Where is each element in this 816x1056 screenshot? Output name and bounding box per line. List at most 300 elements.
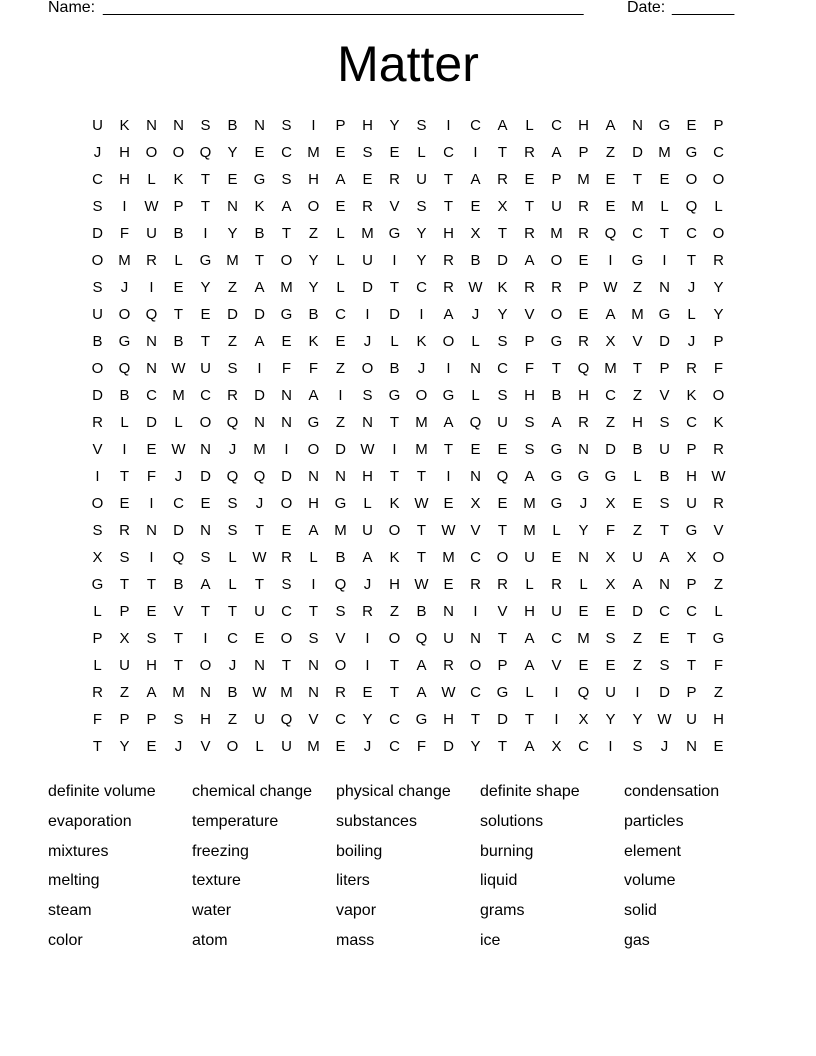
grid-letter[interactable]: L — [174, 252, 183, 269]
grid-letter[interactable]: A — [416, 657, 427, 674]
grid-letter[interactable]: D — [173, 522, 184, 539]
grid-letter[interactable]: G — [496, 684, 509, 701]
grid-letter[interactable]: D — [632, 144, 643, 161]
grid-letter[interactable]: M — [172, 684, 185, 701]
grid-letter[interactable]: A — [524, 657, 535, 674]
grid-letter[interactable]: H — [686, 468, 697, 485]
grid-letter[interactable]: U — [92, 306, 103, 323]
grid-letter[interactable]: N — [470, 360, 481, 377]
grid-letter[interactable]: N — [281, 414, 292, 431]
grid-letter[interactable]: Z — [335, 414, 346, 431]
grid-letter[interactable]: U — [281, 738, 292, 755]
grid-letter[interactable]: E — [281, 333, 292, 350]
grid-letter[interactable]: M — [631, 306, 644, 323]
grid-letter[interactable]: L — [714, 198, 723, 215]
grid-letter[interactable]: A — [254, 279, 265, 296]
grid-letter[interactable]: N — [146, 360, 157, 377]
grid-letter[interactable]: U — [119, 657, 130, 674]
grid-letter[interactable]: P — [146, 711, 157, 728]
grid-letter[interactable]: E — [227, 171, 238, 188]
grid-letter[interactable]: L — [174, 414, 183, 431]
grid-letter[interactable]: H — [146, 657, 157, 674]
grid-letter[interactable]: C — [389, 711, 400, 728]
grid-letter[interactable]: O — [712, 225, 725, 242]
grid-letter[interactable]: S — [416, 117, 427, 134]
grid-letter[interactable]: T — [524, 198, 535, 215]
grid-letter[interactable]: T — [173, 630, 184, 647]
grid-letter[interactable]: D — [362, 279, 373, 296]
grid-letter[interactable]: R — [281, 549, 292, 566]
grid-letter[interactable]: C — [713, 144, 724, 161]
grid-letter[interactable]: V — [308, 711, 319, 728]
grid-letter[interactable]: O — [712, 387, 725, 404]
grid-letter[interactable]: D — [389, 306, 400, 323]
grid-letter[interactable]: J — [660, 738, 669, 755]
grid-letter[interactable]: X — [686, 549, 697, 566]
grid-letter[interactable]: Z — [713, 576, 724, 593]
grid-letter[interactable]: L — [525, 576, 534, 593]
grid-letter[interactable]: A — [470, 171, 481, 188]
grid-letter[interactable]: Q — [172, 549, 185, 566]
grid-letter[interactable]: L — [147, 171, 156, 188]
grid-letter[interactable]: P — [119, 603, 130, 620]
grid-letter[interactable]: D — [92, 387, 103, 404]
grid-letter[interactable]: O — [334, 657, 347, 674]
grid-letter[interactable]: S — [632, 738, 643, 755]
grid-letter[interactable]: G — [550, 468, 563, 485]
grid-letter[interactable]: I — [392, 252, 397, 269]
grid-letter[interactable]: R — [389, 171, 400, 188]
grid-letter[interactable]: I — [284, 441, 289, 458]
grid-letter[interactable]: R — [713, 441, 724, 458]
grid-letter[interactable]: N — [659, 279, 670, 296]
grid-letter[interactable]: E — [146, 738, 157, 755]
grid-letter[interactable]: G — [199, 252, 212, 269]
grid-letter[interactable]: Y — [470, 738, 481, 755]
grid-letter[interactable]: T — [200, 333, 211, 350]
grid-letter[interactable]: T — [686, 630, 697, 647]
grid-letter[interactable]: R — [470, 576, 481, 593]
grid-letter[interactable]: W — [360, 441, 375, 458]
grid-letter[interactable]: S — [497, 333, 508, 350]
grid-letter[interactable]: O — [172, 144, 185, 161]
grid-letter[interactable]: R — [578, 198, 589, 215]
grid-letter[interactable]: T — [443, 171, 454, 188]
grid-letter[interactable]: R — [686, 360, 697, 377]
grid-letter[interactable]: D — [335, 441, 346, 458]
grid-letter[interactable]: I — [365, 657, 370, 674]
grid-letter[interactable]: Z — [632, 630, 643, 647]
grid-letter[interactable]: P — [92, 630, 103, 647]
grid-letter[interactable]: S — [281, 171, 292, 188]
grid-letter[interactable]: L — [471, 387, 480, 404]
grid-letter[interactable]: T — [686, 252, 697, 269]
grid-letter[interactable]: D — [443, 738, 454, 755]
grid-letter[interactable]: Q — [334, 576, 347, 593]
grid-letter[interactable]: I — [365, 306, 370, 323]
grid-letter[interactable]: H — [362, 117, 373, 134]
grid-letter[interactable]: L — [525, 684, 534, 701]
grid-letter[interactable]: R — [713, 495, 724, 512]
grid-letter[interactable]: M — [172, 387, 185, 404]
grid-letter[interactable]: V — [173, 603, 184, 620]
grid-letter[interactable]: I — [203, 225, 208, 242]
grid-letter[interactable]: O — [442, 333, 455, 350]
grid-letter[interactable]: M — [415, 414, 428, 431]
grid-letter[interactable]: B — [335, 549, 346, 566]
grid-letter[interactable]: E — [497, 441, 508, 458]
grid-letter[interactable]: H — [632, 414, 643, 431]
grid-letter[interactable]: N — [146, 333, 157, 350]
grid-letter[interactable]: V — [335, 630, 346, 647]
grid-letter[interactable]: T — [281, 225, 292, 242]
grid-letter[interactable]: R — [497, 171, 508, 188]
grid-letter[interactable]: U — [416, 171, 427, 188]
grid-letter[interactable]: T — [551, 360, 562, 377]
grid-letter[interactable]: E — [362, 171, 373, 188]
grid-letter[interactable]: X — [119, 630, 130, 647]
grid-letter[interactable]: Q — [118, 360, 131, 377]
grid-letter[interactable]: N — [362, 414, 373, 431]
grid-letter[interactable]: E — [551, 549, 562, 566]
grid-letter[interactable]: F — [146, 468, 157, 485]
grid-letter[interactable]: W — [468, 279, 483, 296]
grid-letter[interactable]: L — [336, 252, 345, 269]
grid-letter[interactable]: R — [335, 684, 346, 701]
grid-letter[interactable]: E — [659, 171, 670, 188]
grid-letter[interactable]: L — [336, 279, 345, 296]
grid-letter[interactable]: M — [577, 171, 590, 188]
grid-letter[interactable]: E — [119, 495, 130, 512]
grid-letter[interactable]: I — [311, 117, 316, 134]
grid-letter[interactable]: M — [523, 495, 536, 512]
grid-letter[interactable]: B — [632, 441, 643, 458]
grid-letter[interactable]: S — [227, 522, 238, 539]
grid-letter[interactable]: E — [578, 252, 589, 269]
grid-letter[interactable]: Y — [119, 738, 130, 755]
grid-letter[interactable]: Y — [605, 711, 616, 728]
grid-letter[interactable]: A — [443, 306, 454, 323]
grid-letter[interactable]: D — [254, 387, 265, 404]
grid-letter[interactable]: T — [119, 468, 130, 485]
grid-letter[interactable]: P — [686, 576, 697, 593]
grid-letter[interactable]: C — [200, 387, 211, 404]
grid-letter[interactable]: G — [550, 333, 563, 350]
grid-letter[interactable]: F — [119, 225, 130, 242]
grid-letter[interactable]: N — [146, 522, 157, 539]
grid-letter[interactable]: T — [173, 657, 184, 674]
grid-letter[interactable]: A — [605, 306, 616, 323]
grid-letter[interactable]: X — [578, 711, 589, 728]
grid-letter[interactable]: G — [253, 171, 266, 188]
grid-letter[interactable]: X — [605, 495, 616, 512]
grid-letter[interactable]: B — [470, 252, 481, 269]
grid-letter[interactable]: F — [308, 360, 319, 377]
grid-letter[interactable]: S — [659, 414, 670, 431]
grid-letter[interactable]: L — [228, 576, 237, 593]
grid-letter[interactable]: K — [713, 414, 724, 431]
grid-letter[interactable]: T — [92, 738, 103, 755]
grid-letter[interactable]: A — [551, 144, 562, 161]
grid-letter[interactable]: A — [443, 414, 454, 431]
grid-letter[interactable]: I — [392, 441, 397, 458]
grid-letter[interactable]: Q — [685, 198, 698, 215]
grid-letter[interactable]: X — [497, 198, 508, 215]
grid-letter[interactable]: E — [632, 495, 643, 512]
grid-letter[interactable]: E — [470, 198, 481, 215]
grid-letter[interactable]: R — [524, 144, 535, 161]
grid-letter[interactable]: I — [662, 252, 667, 269]
grid-letter[interactable]: P — [578, 279, 589, 296]
grid-letter[interactable]: R — [551, 576, 562, 593]
grid-letter[interactable]: T — [416, 468, 427, 485]
grid-letter[interactable]: N — [227, 198, 238, 215]
grid-letter[interactable]: T — [497, 738, 508, 755]
grid-letter[interactable]: A — [200, 576, 211, 593]
grid-letter[interactable]: Z — [713, 684, 724, 701]
grid-letter[interactable]: A — [551, 414, 562, 431]
grid-letter[interactable]: E — [497, 495, 508, 512]
grid-letter[interactable]: G — [658, 117, 671, 134]
grid-letter[interactable]: S — [281, 576, 292, 593]
grid-letter[interactable]: L — [390, 333, 399, 350]
grid-letter[interactable]: L — [687, 306, 696, 323]
grid-letter[interactable]: F — [524, 360, 535, 377]
grid-letter[interactable]: V — [524, 306, 535, 323]
grid-letter[interactable]: E — [605, 603, 616, 620]
grid-letter[interactable]: N — [200, 684, 211, 701]
grid-letter[interactable]: S — [281, 117, 292, 134]
grid-letter[interactable]: R — [524, 279, 535, 296]
grid-letter[interactable]: Y — [632, 711, 643, 728]
grid-letter[interactable]: T — [524, 711, 535, 728]
grid-letter[interactable]: H — [713, 711, 724, 728]
grid-letter[interactable]: V — [632, 333, 643, 350]
grid-letter[interactable]: B — [119, 387, 130, 404]
grid-letter[interactable]: J — [93, 144, 102, 161]
grid-letter[interactable]: P — [713, 117, 724, 134]
grid-letter[interactable]: I — [311, 576, 316, 593]
grid-letter[interactable]: H — [524, 603, 535, 620]
grid-letter[interactable]: C — [443, 144, 454, 161]
grid-letter[interactable]: I — [473, 144, 478, 161]
grid-letter[interactable]: S — [92, 198, 103, 215]
grid-letter[interactable]: Q — [496, 468, 509, 485]
grid-letter[interactable]: T — [659, 225, 670, 242]
grid-letter[interactable]: E — [173, 279, 184, 296]
grid-letter[interactable]: O — [712, 171, 725, 188]
grid-letter[interactable]: Z — [632, 387, 643, 404]
grid-letter[interactable]: U — [632, 549, 643, 566]
grid-letter[interactable]: J — [255, 495, 264, 512]
grid-letter[interactable]: A — [605, 117, 616, 134]
grid-letter[interactable]: K — [497, 279, 508, 296]
grid-letter[interactable]: E — [281, 522, 292, 539]
grid-letter[interactable]: E — [335, 738, 346, 755]
grid-letter[interactable]: M — [631, 198, 644, 215]
grid-letter[interactable]: N — [659, 576, 670, 593]
grid-letter[interactable]: L — [552, 522, 561, 539]
grid-letter[interactable]: Z — [632, 657, 643, 674]
grid-letter[interactable]: H — [443, 225, 454, 242]
grid-letter[interactable]: V — [92, 441, 103, 458]
grid-letter[interactable]: W — [252, 684, 267, 701]
grid-letter[interactable]: N — [200, 441, 211, 458]
grid-letter[interactable]: I — [554, 684, 559, 701]
grid-letter[interactable]: A — [416, 684, 427, 701]
grid-letter[interactable]: G — [280, 306, 293, 323]
grid-letter[interactable]: J — [228, 441, 237, 458]
grid-letter[interactable]: I — [149, 495, 154, 512]
grid-letter[interactable]: M — [226, 252, 239, 269]
grid-letter[interactable]: J — [363, 333, 372, 350]
grid-letter[interactable]: T — [389, 468, 400, 485]
grid-letter[interactable]: N — [308, 657, 319, 674]
grid-letter[interactable]: I — [635, 684, 640, 701]
grid-letter[interactable]: Q — [604, 225, 617, 242]
grid-letter[interactable]: C — [686, 603, 697, 620]
grid-letter[interactable]: K — [389, 495, 400, 512]
grid-letter[interactable]: L — [228, 549, 237, 566]
grid-letter[interactable]: T — [497, 144, 508, 161]
grid-letter[interactable]: E — [605, 198, 616, 215]
grid-letter[interactable]: D — [497, 252, 508, 269]
grid-letter[interactable]: W — [144, 198, 159, 215]
grid-letter[interactable]: C — [686, 225, 697, 242]
grid-letter[interactable]: O — [199, 657, 212, 674]
grid-letter[interactable]: C — [281, 144, 292, 161]
grid-letter[interactable]: R — [713, 252, 724, 269]
grid-letter[interactable]: D — [659, 684, 670, 701]
grid-letter[interactable]: M — [523, 522, 536, 539]
grid-letter[interactable]: N — [578, 441, 589, 458]
grid-letter[interactable]: T — [443, 441, 454, 458]
grid-letter[interactable]: M — [307, 144, 320, 161]
grid-letter[interactable]: Z — [605, 144, 616, 161]
grid-letter[interactable]: T — [632, 360, 643, 377]
grid-letter[interactable]: P — [119, 711, 130, 728]
grid-letter[interactable]: D — [146, 414, 157, 431]
grid-letter[interactable]: V — [713, 522, 724, 539]
grid-letter[interactable]: H — [578, 117, 589, 134]
grid-letter[interactable]: P — [335, 117, 346, 134]
grid-letter[interactable]: M — [280, 279, 293, 296]
grid-letter[interactable]: A — [524, 468, 535, 485]
grid-letter[interactable]: M — [307, 738, 320, 755]
grid-letter[interactable]: E — [605, 657, 616, 674]
grid-letter[interactable]: E — [362, 684, 373, 701]
grid-letter[interactable]: M — [253, 441, 266, 458]
grid-letter[interactable]: T — [470, 711, 481, 728]
grid-letter[interactable]: I — [95, 468, 100, 485]
grid-letter[interactable]: W — [603, 279, 618, 296]
grid-letter[interactable]: C — [281, 603, 292, 620]
grid-letter[interactable]: U — [497, 414, 508, 431]
grid-letter[interactable]: C — [551, 117, 562, 134]
grid-letter[interactable]: J — [174, 738, 183, 755]
grid-letter[interactable]: N — [281, 387, 292, 404]
grid-letter[interactable]: P — [659, 360, 670, 377]
grid-letter[interactable]: C — [470, 117, 481, 134]
grid-letter[interactable]: I — [257, 360, 262, 377]
grid-letter[interactable]: R — [92, 684, 103, 701]
grid-letter[interactable]: B — [659, 468, 670, 485]
grid-letter[interactable]: C — [335, 711, 346, 728]
grid-letter[interactable]: U — [686, 711, 697, 728]
grid-letter[interactable]: D — [92, 225, 103, 242]
grid-letter[interactable]: F — [713, 657, 724, 674]
grid-letter[interactable]: B — [254, 225, 265, 242]
grid-letter[interactable]: M — [604, 360, 617, 377]
grid-letter[interactable]: X — [92, 549, 103, 566]
grid-letter[interactable]: T — [254, 576, 265, 593]
grid-letter[interactable]: S — [524, 414, 535, 431]
grid-letter[interactable]: G — [685, 522, 698, 539]
grid-letter[interactable]: M — [550, 225, 563, 242]
grid-letter[interactable]: U — [200, 360, 211, 377]
grid-letter[interactable]: N — [632, 117, 643, 134]
grid-letter[interactable]: O — [307, 198, 320, 215]
grid-letter[interactable]: N — [443, 603, 454, 620]
grid-letter[interactable]: U — [551, 603, 562, 620]
grid-letter[interactable]: A — [497, 117, 508, 134]
grid-letter[interactable]: H — [119, 144, 130, 161]
grid-letter[interactable]: S — [92, 522, 103, 539]
grid-letter[interactable]: V — [200, 738, 211, 755]
grid-letter[interactable]: X — [470, 225, 481, 242]
grid-letter[interactable]: I — [149, 549, 154, 566]
grid-letter[interactable]: B — [308, 306, 319, 323]
grid-letter[interactable]: U — [659, 441, 670, 458]
grid-letter[interactable]: I — [419, 306, 424, 323]
grid-letter[interactable]: E — [254, 630, 265, 647]
grid-letter[interactable]: O — [280, 630, 293, 647]
grid-letter[interactable]: U — [254, 603, 265, 620]
grid-letter[interactable]: Q — [226, 468, 239, 485]
grid-letter[interactable]: H — [578, 387, 589, 404]
grid-letter[interactable]: R — [362, 603, 373, 620]
grid-letter[interactable]: J — [417, 360, 426, 377]
grid-letter[interactable]: T — [389, 657, 400, 674]
grid-letter[interactable]: T — [308, 603, 319, 620]
grid-letter[interactable]: G — [388, 387, 401, 404]
grid-letter[interactable]: G — [442, 387, 455, 404]
grid-letter[interactable]: N — [200, 522, 211, 539]
grid-letter[interactable]: J — [228, 657, 237, 674]
grid-letter[interactable]: P — [551, 171, 562, 188]
grid-letter[interactable]: O — [685, 171, 698, 188]
grid-letter[interactable]: F — [92, 711, 103, 728]
grid-letter[interactable]: E — [335, 333, 346, 350]
grid-letter[interactable]: M — [361, 225, 374, 242]
grid-letter[interactable]: H — [362, 468, 373, 485]
grid-letter[interactable]: L — [525, 117, 534, 134]
grid-letter[interactable]: W — [171, 360, 186, 377]
grid-letter[interactable]: I — [608, 252, 613, 269]
grid-letter[interactable]: W — [414, 576, 429, 593]
grid-letter[interactable]: E — [146, 441, 157, 458]
grid-letter[interactable]: Q — [199, 144, 212, 161]
grid-letter[interactable]: X — [551, 738, 562, 755]
grid-letter[interactable]: M — [334, 522, 347, 539]
grid-letter[interactable]: X — [605, 333, 616, 350]
grid-letter[interactable]: L — [309, 549, 318, 566]
grid-letter[interactable]: I — [338, 387, 343, 404]
grid-letter[interactable]: A — [146, 684, 157, 701]
grid-letter[interactable]: W — [657, 711, 672, 728]
grid-letter[interactable]: S — [173, 711, 184, 728]
grid-letter[interactable]: V — [497, 603, 508, 620]
